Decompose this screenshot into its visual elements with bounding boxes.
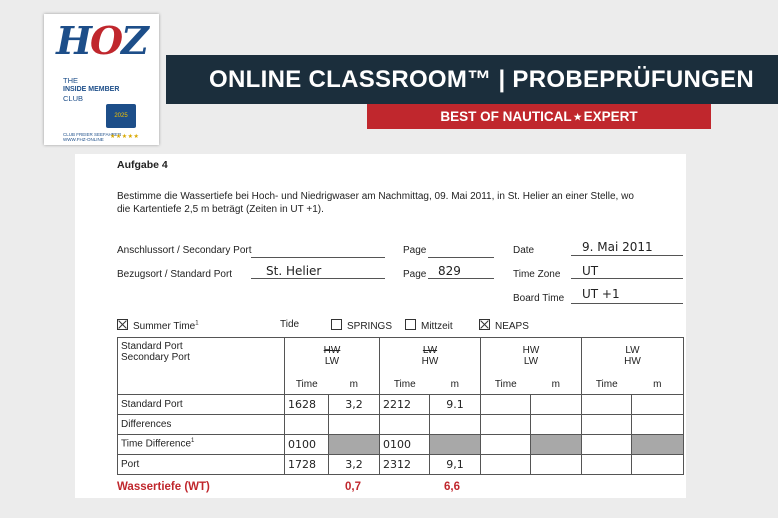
- board-time-label: Board Time: [513, 293, 565, 304]
- empty-cell[interactable]: [632, 394, 684, 414]
- task-text-line1: Bestimme die Wassertiefe bei Hoch- und Niedrigwaser am Nachmittag, 09. Mai 2011, in St. Helier an einer Stelle, wo: [117, 191, 634, 202]
- time-difference-label: Time Difference: [121, 438, 192, 450]
- table-row: [118, 414, 684, 434]
- row-label-time-difference: [118, 434, 285, 454]
- tide-label: Tide: [280, 319, 300, 330]
- row-label-port: Port: [118, 454, 285, 474]
- cell-time[interactable]: 0100: [285, 434, 329, 454]
- logo-letter-o: O: [90, 18, 122, 63]
- empty-cell[interactable]: [531, 414, 582, 434]
- group-1-header: [285, 338, 380, 375]
- page-value: 829: [438, 264, 461, 278]
- empty-cell[interactable]: [582, 414, 632, 434]
- group-3-header: [481, 338, 582, 375]
- tide-table: [117, 337, 684, 475]
- mittzeit-option[interactable]: [405, 319, 453, 332]
- page-field-standard[interactable]: [428, 278, 494, 279]
- cell-time[interactable]: 2212: [380, 394, 430, 414]
- standard-port-field[interactable]: [251, 278, 385, 279]
- empty-cell[interactable]: [632, 414, 684, 434]
- footnote-mark: 1: [195, 320, 199, 327]
- water-depth-value-1: 0,7: [345, 481, 361, 493]
- col-m-4: m: [632, 375, 684, 395]
- star-icon: ★: [573, 112, 582, 122]
- time-zone-value: UT: [582, 264, 599, 278]
- secondary-port-label: Anschlussort / Secondary Port: [117, 245, 252, 256]
- empty-cell[interactable]: [531, 394, 582, 414]
- table-row: [118, 454, 684, 474]
- neaps-label: NEAPS: [495, 321, 529, 332]
- date-label: Date: [513, 245, 535, 256]
- logo-line2: INSIDE MEMBER: [63, 86, 120, 93]
- logo: [44, 14, 159, 145]
- subtitle-right: EXPERT: [583, 109, 638, 124]
- footnote-mark: 1: [191, 438, 195, 445]
- empty-cell[interactable]: [329, 414, 380, 434]
- logo-line1: THE: [63, 76, 78, 85]
- col-time-2: Time: [380, 375, 430, 395]
- eu-badge-icon: 2025: [106, 104, 136, 128]
- empty-cell[interactable]: [582, 394, 632, 414]
- summer-time-label: Summer Time: [133, 321, 196, 332]
- checked-box-icon[interactable]: [479, 319, 490, 330]
- cell-height[interactable]: 9,1: [430, 454, 481, 474]
- worksheet: [75, 154, 686, 498]
- empty-cell[interactable]: [380, 414, 430, 434]
- springs-label: SPRINGS: [347, 321, 393, 332]
- time-zone-field[interactable]: [571, 278, 683, 279]
- neaps-option[interactable]: [479, 319, 529, 332]
- col-m-1: m: [329, 375, 380, 395]
- board-time-value: UT +1: [582, 287, 620, 301]
- table-header-row: [118, 338, 684, 375]
- subtitle-banner: [367, 104, 711, 129]
- checkbox-icon[interactable]: [331, 319, 342, 330]
- water-depth-label: Wassertiefe (WT): [117, 481, 210, 493]
- row-label-differences: Differences: [118, 414, 285, 434]
- group-3-bottom: LW: [523, 356, 539, 368]
- header-port-cell: [118, 338, 285, 395]
- logo-line3: CLUB: [63, 94, 84, 103]
- time-zone-label: Time Zone: [513, 269, 561, 280]
- table-row: [118, 394, 684, 414]
- header-standard-port: Standard Port: [121, 341, 183, 352]
- empty-cell[interactable]: [481, 394, 531, 414]
- cell-height[interactable]: 9.1: [430, 394, 481, 414]
- rating-stars-icon: ★★★★★: [110, 134, 140, 140]
- group-4-header: [582, 338, 684, 375]
- empty-cell[interactable]: [582, 454, 632, 474]
- secondary-port-field[interactable]: [251, 257, 385, 258]
- empty-cell[interactable]: [430, 414, 481, 434]
- grey-cell: [329, 434, 380, 454]
- water-depth-value-2: 6,6: [444, 481, 460, 493]
- subtitle-left: BEST OF NAUTICAL: [440, 109, 572, 124]
- logo-letter-z: Z: [121, 18, 147, 63]
- club-name: CLUB FREIER SEEFAHRER: [63, 132, 122, 137]
- board-time-field[interactable]: [571, 303, 683, 304]
- group-4-top: LW: [625, 345, 640, 357]
- col-time-1: Time: [285, 375, 329, 395]
- cell-time[interactable]: 2312: [380, 454, 430, 474]
- logo-brand: [44, 18, 159, 63]
- page-label-standard: Page: [403, 269, 427, 280]
- group-2-bottom: HW: [421, 356, 439, 368]
- group-3-top: HW: [522, 345, 540, 357]
- page-title: ONLINE CLASSROOM™ | PROBEPRÜFUNGEN: [209, 66, 754, 93]
- empty-cell[interactable]: [632, 454, 684, 474]
- cell-height[interactable]: 3,2: [329, 394, 380, 414]
- grey-cell: [632, 434, 684, 454]
- group-4-bottom: HW: [624, 356, 641, 368]
- checked-box-icon[interactable]: [117, 319, 128, 330]
- group-2-header: [380, 338, 481, 375]
- group-2-top: LW: [422, 345, 438, 357]
- empty-cell[interactable]: [481, 414, 531, 434]
- col-m-2: m: [430, 375, 481, 395]
- standard-port-label: Bezugsort / Standard Port: [117, 269, 233, 280]
- mittzeit-label: Mittzeit: [421, 321, 453, 332]
- col-m-3: m: [531, 375, 582, 395]
- table-row: [118, 434, 684, 454]
- cell-height[interactable]: 3,2: [329, 454, 380, 474]
- empty-cell[interactable]: [481, 454, 531, 474]
- logo-letter-h: H: [56, 18, 91, 63]
- grey-cell: [531, 434, 582, 454]
- col-time-4: Time: [582, 375, 632, 395]
- task-text-line2: die Kartentiefe 2,5 m beträgt (Zeiten in UT +1).: [117, 204, 324, 215]
- cell-time[interactable]: 0100: [380, 434, 430, 454]
- group-1-top: HW: [323, 345, 341, 357]
- cell-time[interactable]: 1628: [285, 394, 329, 414]
- checkbox-icon[interactable]: [405, 319, 416, 330]
- summer-time-option[interactable]: [117, 319, 199, 332]
- empty-cell[interactable]: [582, 434, 632, 454]
- empty-cell[interactable]: [481, 434, 531, 454]
- row-label-standard-port: Standard Port: [118, 394, 285, 414]
- date-field[interactable]: [571, 255, 683, 256]
- standard-port-value: St. Helier: [266, 264, 322, 278]
- group-1-bottom: LW: [324, 356, 340, 368]
- club-url: WWW.FHZ-ONLINE: [63, 137, 104, 142]
- page-label: Page: [403, 245, 427, 256]
- grey-cell: [430, 434, 481, 454]
- header-secondary-port: Secondary Port: [121, 352, 190, 363]
- empty-cell[interactable]: [285, 414, 329, 434]
- springs-option[interactable]: [331, 319, 392, 332]
- cell-time[interactable]: 1728: [285, 454, 329, 474]
- col-time-3: Time: [481, 375, 531, 395]
- date-value: 9. Mai 2011: [582, 240, 653, 254]
- task-title: Aufgabe 4: [117, 159, 168, 171]
- empty-cell[interactable]: [531, 454, 582, 474]
- page-field-secondary[interactable]: [428, 257, 494, 258]
